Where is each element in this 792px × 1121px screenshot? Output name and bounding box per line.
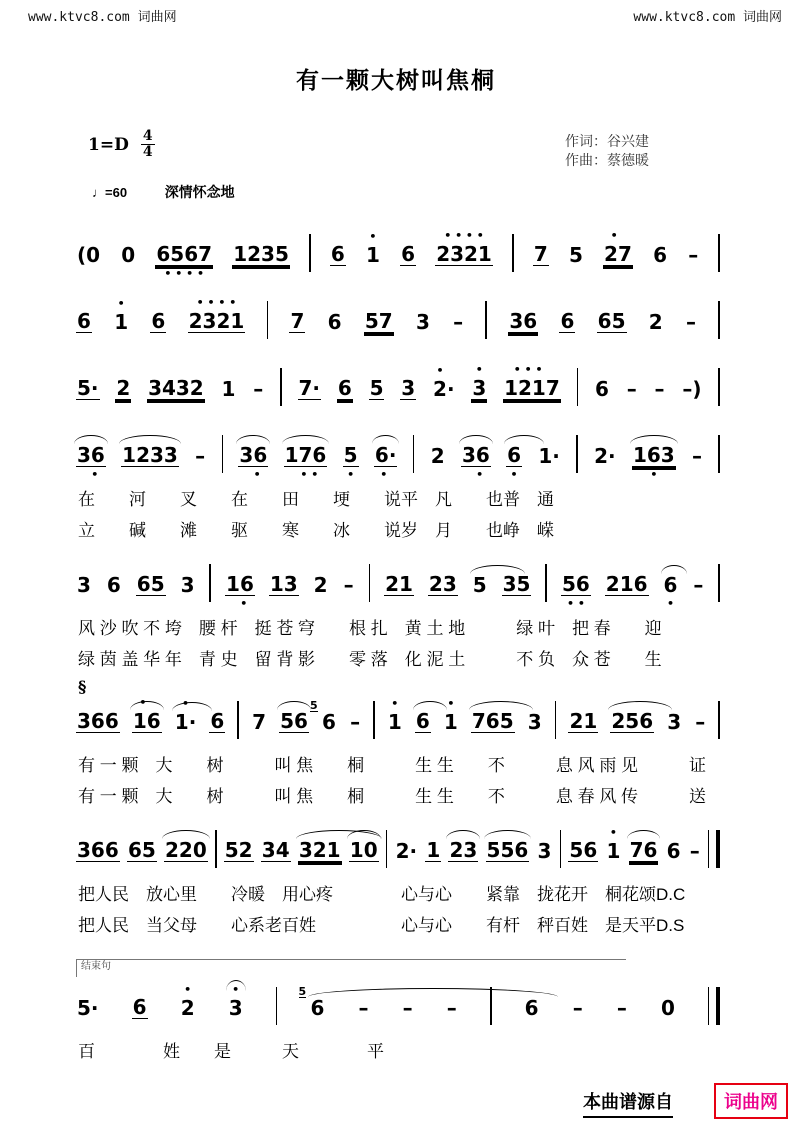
note-token: 3 — [527, 710, 542, 734]
octave-dots-below: • — [380, 468, 392, 481]
barline — [718, 234, 720, 272]
note-token: – — [695, 710, 706, 734]
note-token: 5 — [369, 376, 384, 400]
lyrics-row: 把人民 放心里 冷暖 用心疼 心与心 紧靠 拢花开 桐花颂D.C — [78, 885, 686, 904]
site-watermark-right: www.ktvc8.com 词曲网 — [633, 10, 782, 25]
note-token: – — [343, 573, 354, 597]
note-token: 1 — [426, 838, 441, 862]
note-token: 3 — [180, 573, 195, 597]
note-token: 1 • — [365, 230, 380, 267]
note-token: 2321 • • • • — [188, 296, 245, 333]
note-token: – — [689, 839, 700, 863]
time-signature-denominator: 4 — [142, 144, 153, 160]
note-token: – — [402, 996, 413, 1020]
slur-arc — [236, 435, 270, 444]
octave-dots-above: • — [117, 297, 125, 310]
score-line — [76, 218, 720, 283]
note-token: 6 — [330, 242, 345, 266]
slur-arc — [347, 830, 381, 839]
score-line — [76, 352, 720, 417]
tempo-row — [92, 182, 235, 202]
note-token: 1 • — [387, 697, 402, 734]
barline — [280, 368, 282, 406]
note-token: – — [692, 444, 703, 468]
note-token: 0 — [660, 996, 675, 1020]
note-token: – — [616, 996, 627, 1020]
note-token: 1233 — [121, 444, 179, 467]
barline — [276, 987, 278, 1025]
octave-dots-above: • — [609, 826, 617, 839]
note-token: 65 — [136, 572, 165, 596]
note-token: 5 — [472, 574, 488, 596]
octave-dots-above: • • • • — [444, 229, 484, 242]
octave-dots-below: • • — [566, 597, 585, 610]
barline — [267, 301, 269, 339]
site-watermark-left: www.ktvc8.com 词曲网 — [28, 10, 177, 25]
slur-arc — [162, 830, 210, 839]
slur-arc — [282, 435, 330, 444]
note-token: 6 — [210, 709, 225, 733]
barline — [373, 701, 375, 739]
octave-dots-above: • — [182, 697, 190, 710]
note-token: 5· — [77, 376, 99, 400]
note-token: 1217 • • • — [504, 363, 560, 400]
note-token: 35 — [502, 572, 531, 596]
note-token: – — [572, 996, 583, 1020]
barline — [485, 301, 487, 339]
notes-row — [76, 548, 720, 613]
note-token: 366 — [77, 838, 119, 862]
note-token: 6 — [594, 377, 609, 401]
note-token: 23 — [448, 839, 478, 862]
note-token: – — [195, 444, 206, 468]
score-line — [76, 548, 720, 675]
score — [76, 218, 720, 1069]
octave-dots-below: • — [642, 468, 666, 481]
note-token: – — [358, 996, 369, 1020]
note-token: – — [253, 377, 264, 401]
note-token: 2 • — [180, 983, 195, 1020]
notes-row — [76, 814, 720, 879]
note-token: 5 6 — [310, 997, 326, 1019]
score-line — [76, 285, 720, 350]
slur-arc — [504, 435, 544, 444]
note-token: 6 — [337, 376, 352, 400]
notes-row — [76, 971, 720, 1036]
note-token: 0 — [121, 243, 136, 267]
lyrics-row: 有 一 颗 大 树 叫 焦 桐 生 生 不 息 风 雨 见 证 — [78, 756, 707, 775]
note-token: 2· — [395, 839, 418, 863]
credits — [565, 133, 649, 171]
note-token: 6 • — [663, 574, 679, 596]
barline — [512, 234, 514, 272]
note-token: 7 — [290, 309, 305, 333]
note-token: 220 — [164, 839, 208, 862]
note-token: 13 — [269, 572, 298, 596]
note-token: 6 — [524, 996, 539, 1020]
note-token: –) — [682, 377, 702, 401]
note-token: 6 — [401, 242, 415, 266]
note-token: 6 — [415, 710, 431, 733]
note-token: 3 — [537, 839, 552, 863]
note-token: – — [685, 310, 696, 334]
note-token: 2· — [594, 444, 616, 468]
barline — [718, 301, 720, 339]
slur-arc — [627, 830, 661, 839]
slur-arc — [459, 435, 493, 444]
octave-dots-above: • — [436, 364, 452, 377]
note-token: – — [626, 377, 637, 401]
note-token: – — [654, 377, 665, 401]
slur-arc — [172, 702, 212, 711]
note-token: – — [688, 243, 699, 267]
note-token: 163 • — [632, 444, 676, 467]
note-token: 56 — [569, 838, 598, 862]
octave-dots-above: • — [232, 983, 240, 996]
slur-arc — [74, 435, 108, 444]
lyrics-row: 立 碱 滩 驱 寒 冰 说岁 月 也峥 嵘 — [78, 521, 554, 540]
octave-dots-above: • — [391, 697, 399, 710]
note-token: 1 — [221, 377, 236, 401]
note-token: 6 — [560, 309, 575, 333]
note-token: 366 — [77, 709, 119, 733]
barline — [209, 564, 211, 602]
tempo-value: =60 — [105, 185, 128, 200]
notes-row — [76, 352, 720, 417]
key-signature: 1=D — [88, 134, 129, 155]
final-barline — [708, 830, 720, 868]
slur-arc — [119, 435, 181, 444]
barline — [215, 830, 217, 868]
note-token: 6 — [653, 243, 667, 267]
note-token: 21 — [385, 572, 413, 596]
note-token: 36 • — [76, 444, 106, 467]
note-token: 2 — [430, 444, 445, 468]
footer-source-text: 本曲谱源自 — [583, 1088, 673, 1118]
octave-dots-below: • — [83, 468, 99, 481]
key-time-signature — [88, 130, 155, 159]
barline — [555, 701, 557, 739]
notes-row — [76, 285, 720, 350]
segno-icon: § — [78, 677, 87, 696]
slur-arc — [446, 830, 480, 839]
note-token: 6 • — [506, 444, 522, 467]
ending-label: 结束句 — [76, 959, 626, 977]
note-token: 36 • — [238, 444, 268, 467]
octave-dots-below: • — [347, 468, 355, 481]
barline — [718, 701, 720, 739]
slur-arc — [469, 701, 533, 710]
lyricist-credit: 作词：谷兴建 — [565, 134, 649, 150]
note-token: 216 — [605, 572, 648, 596]
octave-dots-below: • — [468, 468, 484, 481]
octave-dots-above: • — [447, 697, 455, 710]
note-token: 176 • • — [284, 444, 328, 467]
note-token: 6 — [132, 995, 147, 1019]
note-token: 3432 — [148, 376, 204, 400]
octave-dots-below: • • — [292, 468, 319, 481]
note-token: 3 — [415, 310, 430, 334]
time-signature-numerator: 4 — [142, 128, 153, 144]
note-token: 3 • — [228, 997, 244, 1019]
fermata-icon — [226, 980, 246, 991]
note-token: 3 — [667, 710, 682, 734]
note-token: 556 — [486, 839, 530, 862]
note-token: 6 — [77, 309, 91, 333]
barline — [560, 830, 562, 868]
song-title: 有一颗大树叫焦桐 — [296, 67, 496, 93]
note-token: 1 • — [606, 826, 621, 863]
note-token: 3 • — [472, 363, 487, 400]
slur-arc — [608, 701, 672, 710]
note-token: 256 — [610, 710, 654, 733]
grace-note: 5 — [298, 985, 307, 998]
lyrics-row: 有 一 颗 大 树 叫 焦 桐 生 生 不 息 春 风 传 送 — [78, 787, 707, 806]
score-line — [76, 677, 720, 812]
notes-row — [76, 685, 720, 750]
barline — [718, 564, 720, 602]
time-signature — [141, 130, 155, 159]
note-token: 34 — [261, 838, 290, 862]
note-token: 27 • — [604, 229, 632, 266]
note-token: 1235 — [233, 242, 289, 266]
barline — [545, 564, 547, 602]
octave-dots-below: • — [232, 597, 248, 610]
octave-dots-above: • • • — [513, 363, 551, 376]
notes-row — [76, 218, 720, 283]
octave-dots-below: • — [666, 597, 674, 610]
grace-note: 5 — [310, 699, 318, 712]
notes-row — [76, 419, 720, 484]
note-token: 5 • — [343, 443, 358, 481]
note-token: 1· • — [174, 711, 198, 733]
barline — [718, 435, 720, 473]
score-line — [76, 814, 720, 941]
note-token: 5· — [77, 996, 99, 1020]
note-token: 6 — [327, 310, 342, 334]
note-token: 16 • — [226, 572, 254, 610]
octave-dots-above: • — [184, 983, 192, 996]
octave-dots-above: • — [475, 363, 483, 376]
note-token: – — [350, 710, 361, 734]
barline — [222, 435, 224, 473]
lyrics-row: 把人民 当父母 心系老百姓 心与心 有杆 秤百姓 是天平D.S — [78, 916, 685, 935]
slur-arc — [308, 988, 558, 997]
note-token: 23 — [428, 572, 457, 596]
slur-arc — [413, 701, 447, 710]
expression-mark: 深情怀念地 — [164, 184, 235, 200]
slur-arc — [484, 830, 532, 839]
barline — [309, 234, 311, 272]
note-token: 5 — [568, 243, 583, 267]
note-token: 76 — [629, 839, 659, 862]
octave-dots-below: • • • • — [164, 267, 204, 280]
note-token: 2321 • • • • — [436, 229, 492, 266]
octave-dots-above: • • • • — [196, 296, 237, 309]
octave-dots-above: • — [369, 230, 377, 243]
note-token: 2· • — [433, 364, 455, 401]
note-token: 6 — [151, 309, 166, 333]
note-token: (0 — [77, 243, 101, 267]
note-token: 52 — [224, 838, 253, 862]
slur-arc — [630, 435, 678, 444]
note-token: 6 — [666, 839, 681, 863]
slur-arc — [661, 565, 687, 574]
note-token: 765 — [471, 710, 515, 733]
note-token: 21 — [569, 709, 598, 733]
note-token: – — [446, 996, 457, 1020]
note-token: 65 — [597, 309, 626, 333]
note-token: 56 • • — [561, 572, 590, 610]
footer-site-badge: 词曲网 — [714, 1083, 788, 1119]
lyrics-row: 百 姓 是 天 平 — [78, 1042, 384, 1061]
note-token: 1 • — [114, 297, 129, 334]
note-token: 36 — [509, 309, 538, 333]
note-token: 2 — [116, 376, 131, 400]
note-token: 1 • — [443, 697, 458, 734]
note-token: 65 — [127, 838, 156, 862]
score-line — [76, 419, 720, 546]
note-token: – — [693, 573, 704, 597]
lyrics-row: 绿 茵 盖 华 年 青 史 留 背 影 零 落 化 泥 土 不 负 众 苍 生 — [78, 650, 662, 669]
octave-dots-above: • — [610, 229, 626, 242]
note-token: 6· • — [374, 444, 398, 467]
note-token: 6567 • • • • — [156, 242, 213, 280]
note-token: 57 — [364, 309, 393, 333]
note-token: 5 6 — [310, 699, 336, 734]
note-token: 2 — [313, 573, 328, 597]
note-token: 7 — [252, 710, 267, 734]
barline — [718, 368, 720, 406]
composer-credit: 作曲：蔡德暖 — [565, 153, 649, 169]
slur-arc — [372, 435, 400, 444]
note-token: 321 — [298, 839, 342, 862]
octave-dots-below: • — [510, 468, 518, 481]
barline — [576, 435, 578, 473]
note-token: 7 — [533, 242, 548, 266]
lyrics-row: 风 沙 吹 不 垮 腰 杆 挺 苍 穹 根 扎 黄 土 地 绿 叶 把 春 迎 — [78, 619, 662, 638]
note-token: 1· — [538, 444, 560, 468]
note-token: 7· — [298, 376, 321, 400]
note-token: 2 — [648, 310, 663, 334]
note-token: 10 — [349, 839, 379, 862]
slur-arc — [277, 701, 311, 710]
barline — [237, 701, 239, 739]
barline — [369, 564, 371, 602]
barline — [386, 830, 388, 868]
note-token: 36 • — [461, 444, 491, 467]
barline — [413, 435, 415, 473]
octave-dots-above: • — [139, 696, 155, 709]
score-line — [76, 961, 720, 1067]
note-token: 56 — [279, 710, 309, 733]
lyrics-row: 在 河 叉 在 田 埂 说平 凡 也普 通 — [78, 490, 554, 509]
final-barline — [708, 987, 720, 1025]
note-token: 6 — [106, 573, 121, 597]
note-token: – — [453, 310, 464, 334]
barline — [577, 368, 579, 406]
note-token: 16 • — [132, 710, 162, 733]
note-token: 3 — [401, 376, 416, 400]
quarter-note-icon: ♩ — [92, 185, 105, 200]
octave-dots-below: • — [245, 468, 261, 481]
note-token: 3 — [77, 573, 91, 597]
